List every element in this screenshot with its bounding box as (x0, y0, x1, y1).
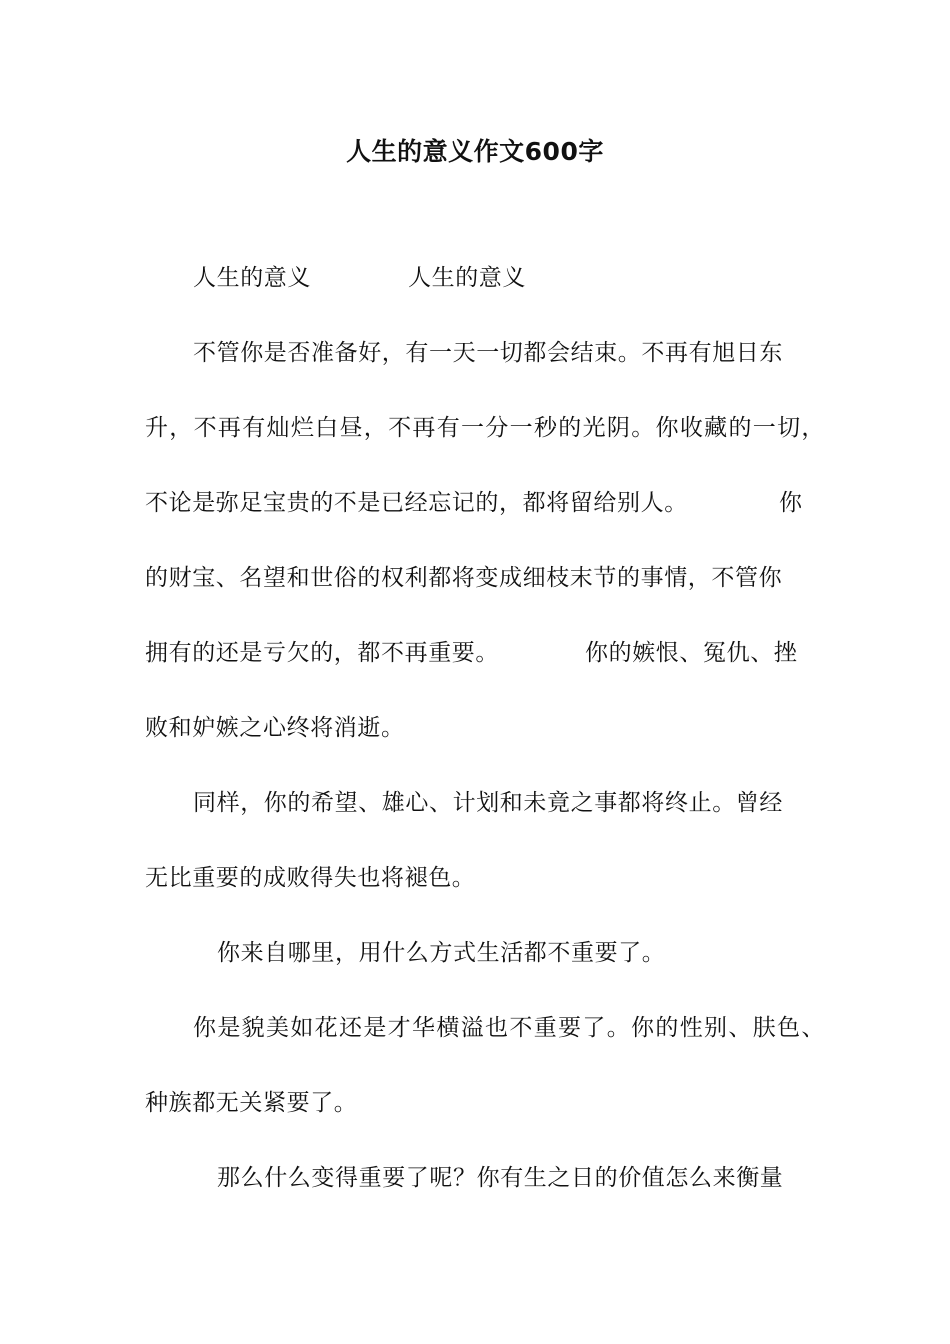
paragraph-line: 不管你是否准备好，有一天一切都会结束。不再有旭日东 (193, 340, 783, 366)
paragraph-line: 你是貌美如花还是才华横溢也不重要了。你的性别、肤色、 (193, 1015, 825, 1041)
paragraph-line: 你来自哪里，用什么方式生活都不重要了。 (217, 940, 666, 966)
paragraph-line: 你的嫉恨、冤仇、挫 (585, 640, 798, 666)
subheading-left: 人生的意义 (193, 265, 311, 291)
paragraph-line: 拥有的还是亏欠的，都不再重要。 (145, 640, 499, 666)
paragraph-line: 你 (779, 490, 803, 516)
paragraph-line: 的财宝、名望和世俗的权利都将变成细枝末节的事情，不管你 (145, 565, 783, 591)
subheading-right: 人生的意义 (408, 265, 526, 291)
paragraph-line: 不论是弥足宝贵的不是已经忘记的，都将留给别人。 (145, 490, 688, 516)
paragraph-line: 升，不再有灿烂白昼，不再有一分一秒的光阴。你收藏的一切， (145, 415, 825, 441)
paragraph-line: 那么什么变得重要了呢？你有生之日的价值怎么来衡量 (217, 1165, 784, 1191)
paragraph-line: 种族都无关紧要了。 (145, 1090, 358, 1116)
paragraph-line: 同样，你的希望、雄心、计划和未竟之事都将终止。曾经 (193, 790, 783, 816)
document-title: 人生的意义作文600字 (346, 137, 604, 166)
paragraph-line: 败和妒嫉之心终将消逝。 (145, 715, 405, 741)
paragraph-line: 无比重要的成败得失也将褪色。 (145, 865, 476, 891)
